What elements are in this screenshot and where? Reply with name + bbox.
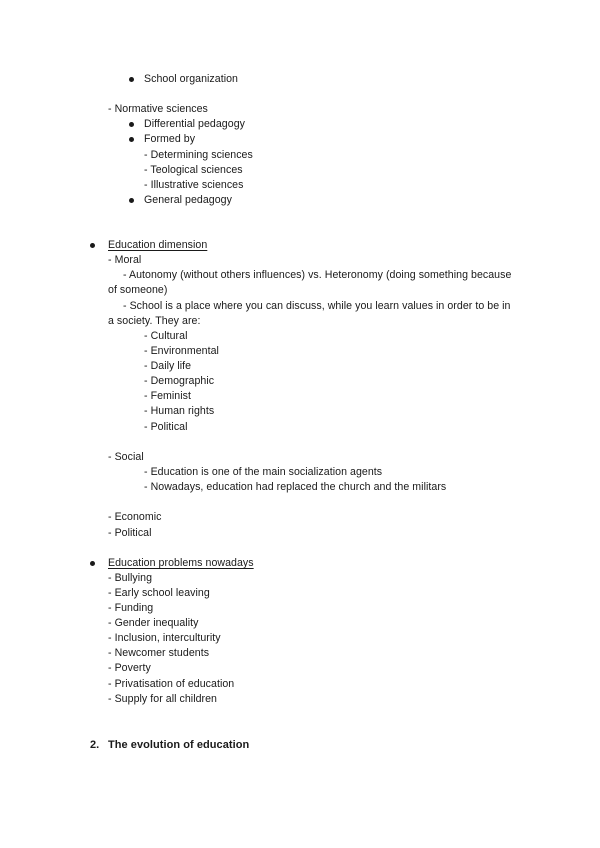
social: - Social — [108, 451, 144, 463]
problem-item: - Bullying — [108, 572, 153, 584]
formed-by-item: - Teological sciences — [144, 164, 243, 176]
value-item: - Human rights — [144, 405, 215, 417]
social-item: - Nowadays, education had replaced the church and the militars — [144, 481, 447, 493]
bullet-icon — [129, 77, 134, 82]
value-item: - Political — [144, 421, 188, 433]
autonomy-line-2: of someone) — [108, 284, 168, 296]
problem-item: - Funding — [108, 602, 154, 614]
social-item: - Education is one of the main socialization agents — [144, 466, 383, 478]
problem-item: - Poverty — [108, 662, 151, 674]
bullet-icon — [129, 122, 134, 127]
value-item: - Demographic — [144, 375, 215, 387]
value-item: - Feminist — [144, 390, 191, 402]
formed-by-item: - Determining sciences — [144, 149, 253, 161]
bullet-icon — [129, 137, 134, 142]
value-item: - Daily life — [144, 360, 192, 372]
problem-item: - Early school leaving — [108, 587, 210, 599]
school-line-2: a society. They are: — [108, 315, 201, 327]
autonomy-line-1: - Autonomy (without others influences) vs. Heteronomy (doing something because — [123, 269, 512, 281]
problem-item: - Supply for all children — [108, 693, 218, 705]
problem-item: - Gender inequality — [108, 617, 199, 629]
bullet-icon — [90, 561, 95, 566]
section-title: The evolution of education — [108, 739, 250, 751]
section-number: 2. — [90, 739, 100, 751]
education-problems-heading: Education problems nowadays — [108, 557, 254, 569]
political: - Political — [108, 527, 152, 539]
problem-item: - Inclusion, interculturity — [108, 632, 221, 644]
education-dimension-heading: Education dimension — [108, 239, 208, 251]
school-line-1: - School is a place where you can discuss, while you learn values in order to be in — [123, 300, 511, 312]
economic: - Economic — [108, 511, 162, 523]
formed-by-item: - Illustrative sciences — [144, 179, 244, 191]
general-pedagogy: General pedagogy — [144, 194, 232, 206]
value-item: - Cultural — [144, 330, 188, 342]
problem-item: - Privatisation of education — [108, 678, 235, 690]
differential-pedagogy: Differential pedagogy — [144, 118, 245, 130]
school-organization: School organization — [144, 73, 239, 85]
bullet-icon — [129, 198, 134, 203]
moral: - Moral — [108, 254, 142, 266]
problem-item: - Newcomer students — [108, 647, 210, 659]
value-item: - Environmental — [144, 345, 219, 357]
bullet-icon — [90, 243, 95, 248]
normative-sciences: - Normative sciences — [108, 103, 208, 115]
formed-by: Formed by — [144, 133, 196, 145]
